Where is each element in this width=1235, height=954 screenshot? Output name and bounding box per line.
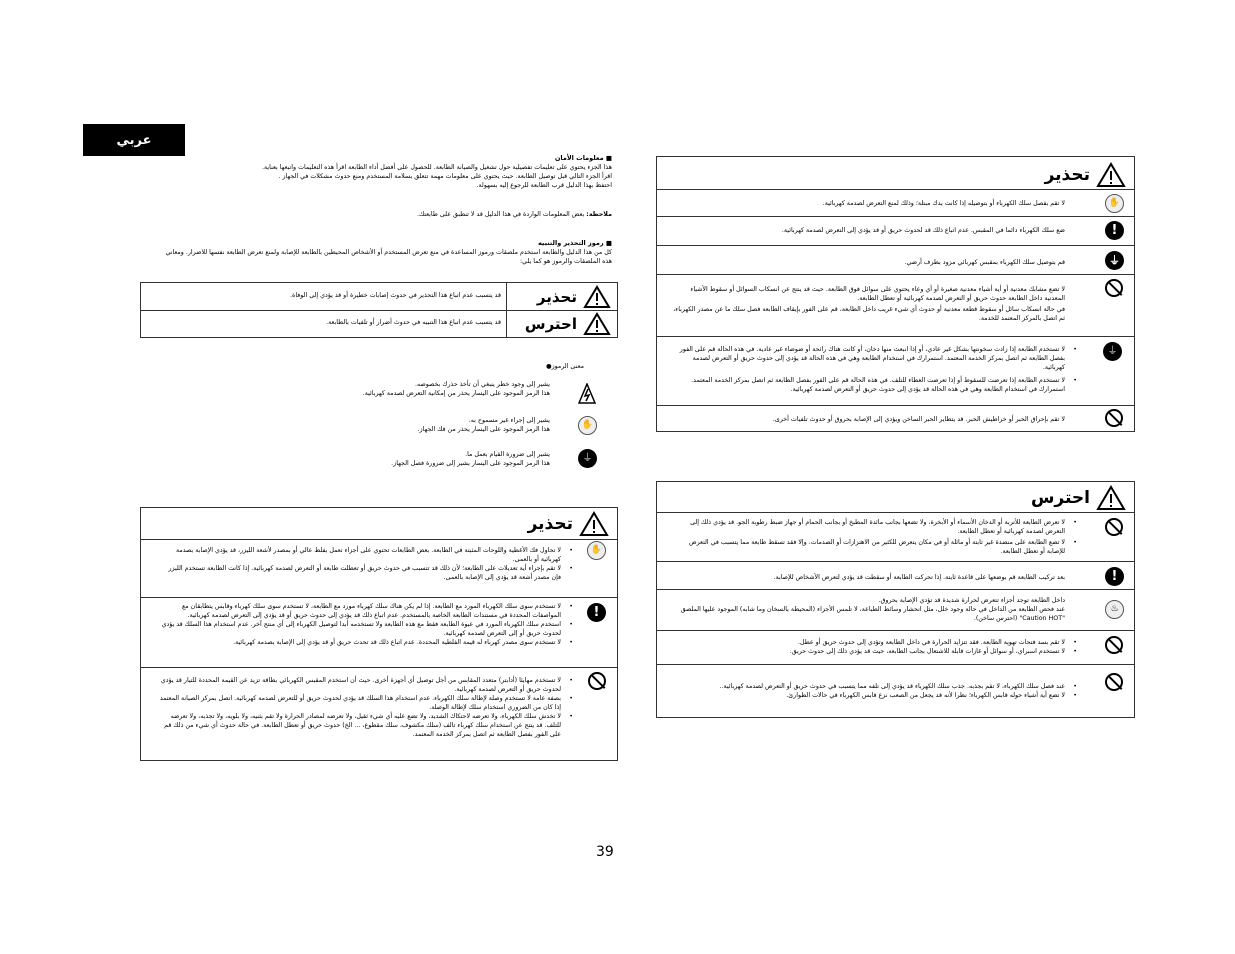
table-caution-text: قد يتسبب عدم اتباع هذا التنبيه في حدوث أضرار أو تلفيات بالطابعة. [326, 319, 501, 326]
table-warning-label: تحذير [511, 285, 611, 309]
safety-line: احتفظ بهذا الدليل قرب الطابعة للرجوع إليه بسهولة. [476, 182, 612, 189]
symbols-line: كل من هذا الدليل والطابعة استخدم ملصقات ورموز المساعدة في منع تعرض المستخدم أو الأشخاص المحيطين بالطابعة للإصابة ولمنع تعرض الطابعة نفسها للاضرار. ومعاني [165, 249, 612, 256]
right-warning-section: • لا تستخدم الطابعة إذا زادت سخونتها بشكل غير عادي، أو إذا انبعث منها دخان، أو كانت هناك رائحة أو ضوضاء غير عادية. في هذه الحالة قم على الفور بفصل الطابعة ثم اتصل بمركز الخدمة المعتمد. استمرارك في استخدام الطابعة وهي في هذه الحالة قد يؤدي إلى حدوث حريق أو التعرض لصدمة كهربائية. • لا تستخدم الطابعة إذا تعرضت للسقوط أو إذا تعرضت الغطاء للتلف. في هذه الحالة قم على الفور بفصل الطابعة ثم اتصل بمركز الخدمة المعتمد. استمرارك في استخدام الطابعة وهي في هذه الحالة قد يؤدي إلى حدوث حريق أو التعرض لصدمة كهربائية. [669, 345, 1065, 394]
no-wet-hands-icon: ✋ [1105, 194, 1124, 213]
unplug-icon: ⏚ [578, 449, 597, 468]
unplug-icon: ⏚ [1103, 342, 1122, 361]
shock-icon [578, 383, 596, 405]
note: ملاحظة: بعض المعلومات الواردة في هذا الدليل قد لا تنطبق على طابعتك. [416, 211, 612, 218]
right-warning-section: لا تضع مشابك معدنية أو أية أشياء معدنية صغيرة أو أي وعاء يحتوي على سوائل فوق الطابعة. حيث قد ينتج عن انسكاب السوائل أو سقوط الأشياء المعدنية داخل الطابعة حدوث حريق أو التعرض لصدمة كهربائية أو تعطل الطابعة. في حالة انسكاب سائل أو سقوط قطعة معدنية أو حدوث أي شيء غريب داخل الطابعة، قم على الفور بإيقاف الطابعة فصل سلك ما عن مصدر الكهرباء، ثم اتصل بالمركز المعتمد للخدمة. [673, 286, 1065, 322]
meaning-item: يشير إلى وجود خطر ينبغي أن تأخذ حذرك بخصوصه. هذا الرمز الموجود على اليسار يحذر من إمكانية التعرض لصدمة كهربائية. [362, 381, 550, 397]
language-tab: عربي [83, 124, 185, 156]
right-caution-header: احترس [1031, 485, 1126, 511]
right-warning-header: تحذير [1045, 162, 1126, 188]
table-warning-text: قد يتسبب عدم اتباع هذا التحذير في حدوث إصابات خطيرة أو قد يؤدي إلى الوفاة. [290, 292, 501, 299]
intro-section [96, 154, 612, 266]
warning-triangle-icon [583, 285, 611, 309]
left-warning-section: • لا تستخدم سوى سلك الكهرباء المورد مع الطابعة. إذا لم يكن هناك سلك كهرباء مورد مع الطابعة، لا تستخدم سوى سلك كهرباء وقابس يتطابقان مع المواصفات المحددة في مستندات الطابعة الخاصة بالمستخدم. عدم اتباع ذلك قد يؤدي إلى حدوث حريق أو قد يؤدي إلى التعرض لصدمة كهربائية. • استخدم سلك الكهرباء المورد في عبوة الطابعة فقط مع هذه الطابعة ولا تستخدمه أبدا لتوصيل الكهرباء إلى أي منتج آخر. عدم استخدام هذا السلك قد يؤدي لحدوث حريق أو إلى التعرض لصدمة كهربائية. • لا تستخدم سوى مصدر كهرباء له قيمة الفلطية المحددة. عدم اتباع ذلك قد تحدث حريق أو قد يؤدي إلى الإصابة بصدمة كهربائية. [157, 602, 561, 647]
safety-heading: ■ معلومات الأمان [554, 154, 612, 162]
right-caution-box [656, 481, 1135, 718]
hot-surface-icon: ♨ [1105, 600, 1124, 619]
warning-triangle-icon [1096, 162, 1126, 188]
mandatory-icon: ! [1105, 221, 1124, 240]
prohibited-icon [1105, 409, 1123, 427]
page-number: 39 [596, 844, 614, 860]
mandatory-icon: ! [587, 603, 606, 622]
meaning-item: يشير إلى ضرورة القيام بعمل ما. هذا الرمز الموجود على اليسار يشير إلى ضرورة فصل الجهاز. [391, 451, 550, 467]
symbols-line: هذه الملصقات والرموز هو كما يلي: [519, 258, 612, 265]
right-warning-item: لا تقم بإحراق الحبر أو خراطيش الحبر. قد يتطاير الحبر الساخن ويؤدي إلى الإصابة بحروق أو حدوث تلفيات أخرى. [772, 416, 1065, 423]
symbols-heading: ■ رموز التحذير والتنبيه [537, 239, 612, 247]
left-warning-section: • لا تستخدم مهايئا (أدابتر) متعدد المقابس من أجل توصيل أي أجهزة أخرى. حيث أن استخدم المقبس الكهربائي بطاقة تزيد عن القيمة المحددة للتيار قد يؤدي لحدوث حريق أو التعرض لصدمة كهربائية. • بصفة عامة لا تستخدم وصلة لإطالة سلك الكهرباء. عدم استخدام هذا السلك قد يؤدي لحدوث حريق أو للتعرض لصدمة كهربائية. اتصل بمركز الصيانة المعتمد إذا كان من الضروري استخدام سلك لإطالة الوصلة. • لا تخدش سلك الكهرباء، ولا تعرضه لاحتكاك الشديد، ولا تضع عليه أي شيء ثقيل، ولا تعرضه لمصادر الحرارة ولا تقم بثنيه، ولا بلويه، ولا تجذبه، ولا تعرضه للتلف. قد ينتج عن استخدام سلك كهرباء تالف (سلك مكشوف، سلك مقطوع، ... الخ) حدوث حريق أو تعطل الطابعة. في حالة حدوث أي شيء من ذلك قم على الفور بفصل الطابعة ثم اتصل بمركز الخدمة المعتمد. [157, 676, 561, 739]
right-warning-item: لا تقم بفصل سلك الكهرباء أو بتوصيله إذا كانت يدك مبتلة؛ وذلك لمنع التعرض لصدمة كهربائية. [822, 200, 1065, 207]
safety-line: اقرأ الجزء التالي قبل توصيل الطابعة. حيث يحتوي على معلومات مهمة تتعلق بسلامة المستخدم ومنع حدوث مشكلات في الجهاز . [278, 173, 612, 180]
no-disassemble-icon: ✋ [587, 541, 606, 560]
right-caution-section: داخل الطابعة توجد أجزاء تتعرض لحرارة شديدة قد تؤدي الإصابة بحروق. عند فحص الطابعة من الداخل في حالة وجود خلل، مثل انحشار وسائط الطباعة، لا تلمس الأجزاء (المحيطة بالسخان وما شابه) الموجود عليها الملصق "Caution HOT" (احترس ساخن). [680, 597, 1065, 622]
left-warning-section: • لا تحاول فك الأغطية واللوحات المثبتة في الطابعة. بعض الطابعات تحتوي على أجزاء تعمل بفلط عالي أو بمصدر لأشعة الليزر، قد يؤدي الإصابة بصدمة كهربائية أو بالعمى. • لا تقم بإجراء أية تعديلات على الطابعة؛ لأن ذلك قد تتسبب في حدوث حريق أو تعطلت طابعة أو التعرض لصدمة كهربائية. إذا كانت الطابعة تستخدم الليزر فإن مصدر أشعة قد يؤدي إلى الإصابة بالعمى. [157, 546, 561, 582]
no-disassemble-icon: ✋ [578, 416, 597, 435]
warning-triangle-icon [1096, 485, 1126, 511]
ground-icon: ⏚ [1105, 251, 1124, 270]
prohibited-icon [1105, 518, 1123, 536]
prohibited-icon [1105, 673, 1123, 691]
right-warning-item: ضع سلك الكهرباء دائما في المقبس. عدم اتباع ذلك قد لحدوث حريق أو قد يؤدي إلى التعرض لصدمة كهربائية. [781, 227, 1065, 234]
safety-line: هذا الجزء يحتوي على تعليمات تفصيلية حول تشغيل والصيانة الطابعة. للحصول على أفضل أداء الطابعة اقرأ هذه التعليمات واتبعها بعناية. [262, 164, 612, 171]
meaning-item: يشير إلى إجراء غير مسموح به. هذا الرمز الموجود على اليسار يحذر من فك الجهاز. [417, 417, 550, 433]
right-caution-section: • لا تقم بسد فتحات تهوية الطابعة. فقد تتزايد الحرارة في داخل الطابعة وتؤدي إلى حدوث حريق أو عطل. • لا تستخدم اسبراي، أو سوائل أو غازات قابلة للاشتعال بجانب الطابعة، حيث قد يؤدي ذلك إلى حدوث حريق. [669, 638, 1065, 656]
meaning-heading: معنى الرموز● [546, 363, 584, 370]
right-caution-section: • لا تعرض الطابعة للأتربة أو الدخان الأسماء أو الأبخرة، ولا تضعها بجانب مائدة المطبخ أو بجانب الحمام أو جهاز ضبط رطوبة الجو. قد يؤدي ذلك إلى التعرض لصدمة كهربائية أو تعطل الطابعة. • لا تضع الطابعة على منضدة غير ثابتة أو مائلة أو في مكان يتعرض للكثير من الاهتزازات أو الصدمات. وإلا فقد تسقط طابعة مما يتسبب في التعرض للإصابة أو تعطل الطابعة. [669, 518, 1065, 556]
right-warning-item: قم بتوصيل سلك الكهرباء بمقبس كهربائي مزود بطرف أرضي. [904, 259, 1065, 266]
left-warning-header: تحذير [528, 511, 609, 537]
warning-triangle-icon [579, 511, 609, 537]
left-warning-box [140, 507, 618, 761]
prohibited-icon [1105, 279, 1123, 297]
symbol-table [140, 282, 618, 338]
warning-triangle-icon [583, 312, 611, 336]
prohibited-icon [1105, 636, 1123, 654]
mandatory-icon: ! [1105, 567, 1124, 586]
right-caution-item: بعد تركيب الطابعة قم بوضعها على قاعدة ثابتة. إذا تحركت الطابعة أو سقطت قد يؤدي لتعرض الأشخاص للإصابة. [773, 574, 1065, 581]
prohibited-icon [588, 672, 606, 690]
table-caution-label: احترس [511, 312, 611, 336]
right-warning-box [656, 156, 1135, 432]
right-caution-section: • عند فصل سلك الكهرباء، لا تقم بجذبه. جذب سلك الكهرباء قد يؤدي إلى تلفه مما يتسبب في حدوث حريق أو التعرض لصدمة كهربائية.. • لا تضع أية أشياء حوله قابس الكهرباء؛ نظرا لأنه قد يجعل من الصعب نزع قابس الكهرباء في حالات الطوارئ. [669, 682, 1065, 700]
